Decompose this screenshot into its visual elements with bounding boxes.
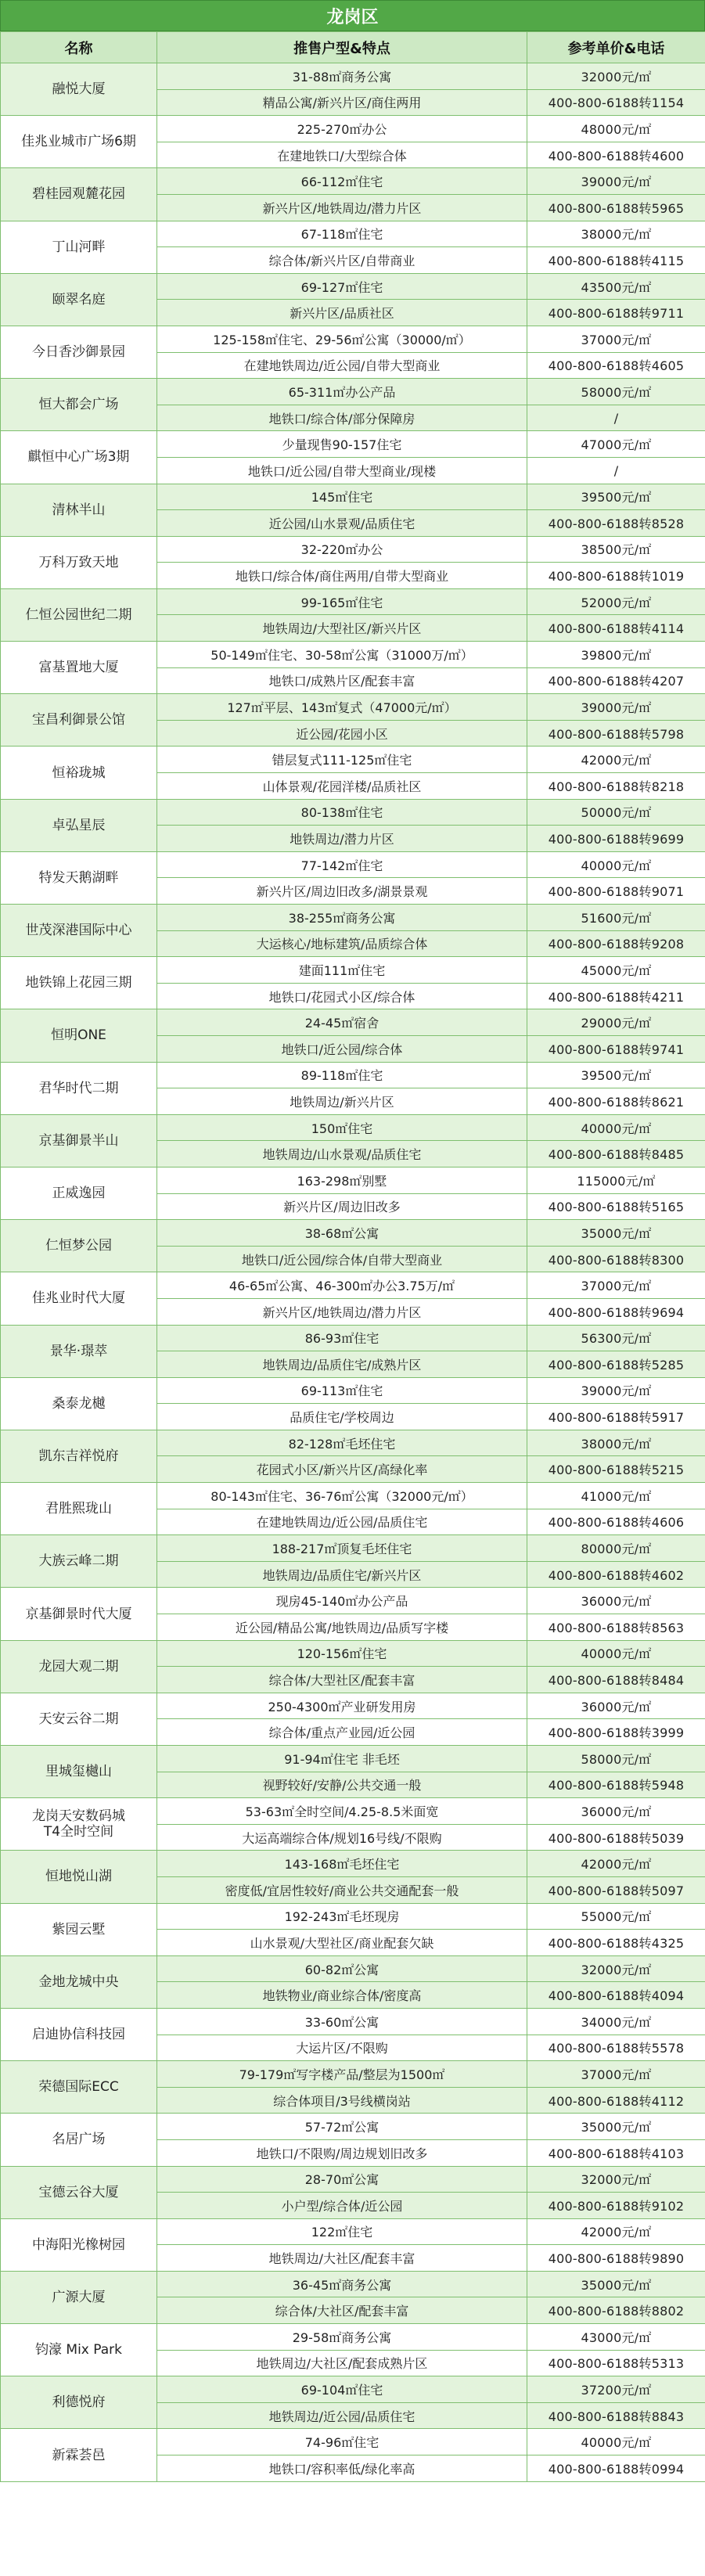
property-features: 地铁口/成熟片区/配套丰富 <box>157 667 527 694</box>
property-features: 综合体/大型社区/配套丰富 <box>157 1667 527 1693</box>
property-features: 花园式小区/新兴片区/高绿化率 <box>157 1456 527 1483</box>
property-phone: 400-800-6188转8485 <box>527 1141 705 1167</box>
property-phone: 400-800-6188转9741 <box>527 1035 705 1062</box>
property-price: 36000元/㎡ <box>527 1588 705 1614</box>
header-price: 参考单价&电话 <box>527 32 705 63</box>
property-price: 29000元/㎡ <box>527 1009 705 1036</box>
table-row <box>1 2008 705 2035</box>
table-row <box>1 1114 705 1141</box>
property-features: 地铁口/近公园/综合体/自带大型商业 <box>157 1246 527 1272</box>
property-price: 35000元/㎡ <box>527 2271 705 2297</box>
property-price: 40000元/㎡ <box>527 1640 705 1667</box>
table-row <box>1 1325 705 1351</box>
property-name: 京基御景时代大厦 <box>1 1588 157 1640</box>
property-phone: 400-800-6188转9102 <box>527 2193 705 2219</box>
property-features: 地铁周边/新兴片区 <box>157 1088 527 1115</box>
property-price: 52000元/㎡ <box>527 588 705 615</box>
property-unit-type: 86-93㎡住宅 <box>157 1325 527 1351</box>
property-price: 35000元/㎡ <box>527 2114 705 2140</box>
property-unit-type: 32-220㎡办公 <box>157 536 527 563</box>
property-phone: 400-800-6188转5578 <box>527 2035 705 2061</box>
property-unit-type: 188-217㎡顶复毛坯住宅 <box>157 1535 527 1562</box>
property-features: 地铁口/不限购/周边规划旧改多 <box>157 2139 527 2166</box>
property-unit-type: 33-60㎡公寓 <box>157 2008 527 2035</box>
property-features: 地铁口/近公园/综合体 <box>157 1035 527 1062</box>
property-price: 35000元/㎡ <box>527 1220 705 1247</box>
property-phone: 400-800-6188转8300 <box>527 1246 705 1272</box>
property-phone: 400-800-6188转8802 <box>527 2297 705 2324</box>
property-price: 58000元/㎡ <box>527 1746 705 1772</box>
property-name: 广源大厦 <box>1 2271 157 2323</box>
property-unit-type: 57-72㎡公寓 <box>157 2114 527 2140</box>
table-row <box>1 1588 705 1614</box>
property-phone: 400-800-6188转9071 <box>527 878 705 905</box>
property-price: 80000元/㎡ <box>527 1535 705 1562</box>
property-features: 在建地铁周边/近公园/品质住宅 <box>157 1509 527 1535</box>
table-row <box>1 2166 705 2193</box>
table-row <box>1 747 705 773</box>
property-name: 宝德云谷大厦 <box>1 2166 157 2218</box>
property-unit-type: 少量现售90-157住宅 <box>157 431 527 458</box>
property-unit-type: 143-168㎡毛坯住宅 <box>157 1851 527 1877</box>
property-name: 君华时代二期 <box>1 1062 157 1114</box>
property-phone: 400-800-6188转4114 <box>527 615 705 642</box>
property-name: 碧桂园观麓花园 <box>1 168 157 221</box>
property-phone: 400-800-6188转0994 <box>527 2455 705 2482</box>
property-name: 恒裕珑城 <box>1 747 157 799</box>
property-name: 天安云谷二期 <box>1 1693 157 1745</box>
property-name: 荣德国际ECC <box>1 2061 157 2114</box>
property-unit-type: 89-118㎡住宅 <box>157 1062 527 1088</box>
property-unit-type: 67-118㎡住宅 <box>157 221 527 247</box>
table-row <box>1 1483 705 1509</box>
property-price: 38000元/㎡ <box>527 221 705 247</box>
property-name: 金地龙城中央 <box>1 1955 157 2008</box>
property-phone: 400-800-6188转5917 <box>527 1404 705 1430</box>
table-row <box>1 799 705 826</box>
property-price: 39800元/㎡ <box>527 642 705 668</box>
property-unit-type: 120-156㎡住宅 <box>157 1640 527 1667</box>
property-features: 地铁周边/品质住宅/成熟片区 <box>157 1351 527 1378</box>
property-name: 卓弘星辰 <box>1 799 157 851</box>
property-phone: 400-800-6188转9694 <box>527 1298 705 1325</box>
property-unit-type: 80-143㎡住宅、36-76㎡公寓（32000元/㎡） <box>157 1483 527 1509</box>
property-features: 小户型/综合体/近公园 <box>157 2193 527 2219</box>
property-unit-type: 77-142㎡住宅 <box>157 851 527 878</box>
property-features: 综合体/重点产业园/近公园 <box>157 1719 527 1746</box>
table-row <box>1 116 705 142</box>
property-price: 39500元/㎡ <box>527 1062 705 1088</box>
property-price: 43000元/㎡ <box>527 2324 705 2351</box>
property-features: 新兴片区/周边旧改多/湖景景观 <box>157 878 527 905</box>
property-unit-type: 50-149㎡住宅、30-58㎡公寓（31000万/㎡） <box>157 642 527 668</box>
property-name: 龙园大观二期 <box>1 1640 157 1693</box>
property-name: 京基御景半山 <box>1 1114 157 1167</box>
property-price: 37000元/㎡ <box>527 1272 705 1299</box>
property-price: 37000元/㎡ <box>527 2061 705 2088</box>
property-name: 钧濠 Mix Park <box>1 2324 157 2376</box>
property-name: 龙岗天安数码城 T4全时空间 <box>1 1798 157 1851</box>
property-features: 地铁周边/大社区/配套丰富 <box>157 2245 527 2272</box>
property-unit-type: 192-243㎡毛坯现房 <box>157 1903 527 1930</box>
table-row <box>1 1798 705 1825</box>
property-price: 32000元/㎡ <box>527 1955 705 1982</box>
property-unit-type: 69-127㎡住宅 <box>157 273 527 300</box>
property-name: 仁恒梦公园 <box>1 1220 157 1272</box>
property-features: 山水景观/大型社区/商业配套欠缺 <box>157 1930 527 1956</box>
property-name: 佳兆业时代大厦 <box>1 1272 157 1325</box>
table-row <box>1 1220 705 1247</box>
property-name: 富基置地大厦 <box>1 642 157 694</box>
table-row <box>1 1640 705 1667</box>
table-row <box>1 642 705 668</box>
property-price: 115000元/㎡ <box>527 1167 705 1193</box>
property-price: 55000元/㎡ <box>527 1903 705 1930</box>
property-price: 32000元/㎡ <box>527 2166 705 2193</box>
property-unit-type: 69-113㎡住宅 <box>157 1377 527 1404</box>
property-name: 仁恒公园世纪二期 <box>1 588 157 641</box>
property-unit-type: 46-65㎡公寓、46-300㎡办公3.75万/㎡ <box>157 1272 527 1299</box>
property-features: 地铁物业/商业综合体/密度高 <box>157 1982 527 2009</box>
property-unit-type: 82-128㎡毛坯住宅 <box>157 1430 527 1456</box>
property-phone: 400-800-6188转1019 <box>527 563 705 589</box>
property-features: 地铁口/花园式小区/综合体 <box>157 983 527 1009</box>
property-phone: 400-800-6188转8218 <box>527 773 705 800</box>
property-price: 50000元/㎡ <box>527 799 705 826</box>
property-unit-type: 28-70㎡公寓 <box>157 2166 527 2193</box>
property-unit-type: 125-158㎡住宅、29-56㎡公寓（30000/㎡） <box>157 326 527 352</box>
property-unit-type: 145㎡住宅 <box>157 484 527 510</box>
table-row <box>1 2376 705 2403</box>
property-name: 新霖荟邑 <box>1 2429 157 2481</box>
property-features: 近公园/精品公寓/地铁周边/品质写字楼 <box>157 1614 527 1641</box>
property-name: 颐翠名庭 <box>1 273 157 326</box>
property-phone: 400-800-6188转8621 <box>527 1088 705 1115</box>
property-name: 恒大都会广场 <box>1 379 157 431</box>
property-price: 36000元/㎡ <box>527 1798 705 1825</box>
property-unit-type: 36-45㎡商务公寓 <box>157 2271 527 2297</box>
table-row <box>1 1693 705 1719</box>
property-unit-type: 99-165㎡住宅 <box>157 588 527 615</box>
property-name: 今日香沙御景园 <box>1 326 157 378</box>
table-row <box>1 1062 705 1088</box>
property-phone: 400-800-6188转4605 <box>527 352 705 379</box>
property-name: 清林半山 <box>1 484 157 536</box>
property-name: 君胜熙珑山 <box>1 1483 157 1535</box>
property-features: 地铁周边/近公园/品质住宅 <box>157 2402 527 2429</box>
property-features: 密度低/宜居性较好/商业公共交通配套一般 <box>157 1876 527 1903</box>
property-features: 近公园/花园小区 <box>157 720 527 747</box>
table-row <box>1 63 705 90</box>
property-unit-type: 24-45㎡宿舍 <box>157 1009 527 1036</box>
property-price: 34000元/㎡ <box>527 2008 705 2035</box>
table-row <box>1 1377 705 1404</box>
property-features: 地铁周边/山水景观/品质住宅 <box>157 1141 527 1167</box>
table-row <box>1 1851 705 1877</box>
table-row <box>1 1903 705 1930</box>
property-price: 39000元/㎡ <box>527 1377 705 1404</box>
property-phone: 400-800-6188转5215 <box>527 1456 705 1483</box>
property-unit-type: 65-311㎡办公产品 <box>157 379 527 405</box>
property-features: 视野较好/安静/公共交通一般 <box>157 1772 527 1798</box>
property-unit-type: 29-58㎡商务公寓 <box>157 2324 527 2351</box>
property-table <box>0 31 705 2482</box>
property-name: 世茂深港国际中心 <box>1 905 157 957</box>
table-row <box>1 1009 705 1036</box>
property-features: 综合体/大社区/配套丰富 <box>157 2297 527 2324</box>
property-price: 36000元/㎡ <box>527 1693 705 1719</box>
property-name: 景华·璟萃 <box>1 1325 157 1377</box>
table-row <box>1 851 705 878</box>
table-row <box>1 1955 705 1982</box>
property-name: 恒地悦山湖 <box>1 1851 157 1903</box>
property-features: 大运片区/不限购 <box>157 2035 527 2061</box>
property-features: 新兴片区/地铁周边/潜力片区 <box>157 1298 527 1325</box>
header-features: 推售户型&特点 <box>157 32 527 63</box>
property-name: 正威逸园 <box>1 1167 157 1219</box>
table-row <box>1 2271 705 2297</box>
property-features: 地铁周边/品质住宅/新兴片区 <box>157 1561 527 1588</box>
header-name: 名称 <box>1 32 157 63</box>
property-unit-type: 38-68㎡公寓 <box>157 1220 527 1247</box>
table-row <box>1 484 705 510</box>
property-price: 39000元/㎡ <box>527 694 705 721</box>
property-phone: 400-800-6188转5313 <box>527 2350 705 2376</box>
property-price: 45000元/㎡ <box>527 957 705 984</box>
property-unit-type: 79-179㎡写字楼产品/整层为1500㎡ <box>157 2061 527 2088</box>
property-features: 地铁口/综合体/商住两用/自带大型商业 <box>157 563 527 589</box>
table-row <box>1 1430 705 1456</box>
property-features: 综合体/新兴片区/自带商业 <box>157 247 527 274</box>
property-phone: 400-800-6188转4103 <box>527 2139 705 2166</box>
property-name: 佳兆业城市广场6期 <box>1 116 157 168</box>
property-phone: / <box>527 405 705 431</box>
property-rows <box>1 63 705 2482</box>
property-features: 地铁周边/大型社区/新兴片区 <box>157 615 527 642</box>
property-features: 地铁口/近公园/自带大型商业/现楼 <box>157 457 527 484</box>
property-unit-type: 91-94㎡住宅 非毛坯 <box>157 1746 527 1772</box>
property-unit-type: 53-63㎡全时空间/4.25-8.5米面宽 <box>157 1798 527 1825</box>
property-price: 42000元/㎡ <box>527 1851 705 1877</box>
table-row <box>1 1167 705 1193</box>
property-name: 麒恒中心广场3期 <box>1 431 157 484</box>
property-name: 万科万致天地 <box>1 536 157 588</box>
property-phone: 400-800-6188转9699 <box>527 826 705 852</box>
table-row <box>1 168 705 195</box>
table-row <box>1 431 705 458</box>
property-name: 特发天鹅湖畔 <box>1 851 157 904</box>
property-price: 42000元/㎡ <box>527 2218 705 2245</box>
property-phone: 400-800-6188转4602 <box>527 1561 705 1588</box>
property-phone: 400-800-6188转4606 <box>527 1509 705 1535</box>
property-unit-type: 31-88㎡商务公寓 <box>157 63 527 90</box>
property-price: 56300元/㎡ <box>527 1325 705 1351</box>
property-price: 48000元/㎡ <box>527 116 705 142</box>
property-unit-type: 127㎡平层、143㎡复式（47000元/㎡） <box>157 694 527 721</box>
property-price: 32000元/㎡ <box>527 63 705 90</box>
property-price: 41000元/㎡ <box>527 1483 705 1509</box>
property-phone: 400-800-6188转9711 <box>527 300 705 326</box>
property-phone: 400-800-6188转5165 <box>527 1193 705 1220</box>
property-name: 凯东吉祥悦府 <box>1 1430 157 1482</box>
property-phone: 400-800-6188转9890 <box>527 2245 705 2272</box>
property-price: 58000元/㎡ <box>527 379 705 405</box>
property-phone: 400-800-6188转5948 <box>527 1772 705 1798</box>
property-name: 名居广场 <box>1 2114 157 2166</box>
property-name: 利德悦府 <box>1 2376 157 2429</box>
property-unit-type: 250-4300㎡产业研发用房 <box>157 1693 527 1719</box>
property-price: 47000元/㎡ <box>527 431 705 458</box>
property-phone: 400-800-6188转5285 <box>527 1351 705 1378</box>
property-phone: 400-800-6188转4211 <box>527 983 705 1009</box>
property-unit-type: 225-270㎡办公 <box>157 116 527 142</box>
district-title: 龙岗区 <box>0 0 705 31</box>
property-phone: 400-800-6188转4207 <box>527 667 705 694</box>
property-name: 融悦大厦 <box>1 63 157 116</box>
property-unit-type: 38-255㎡商务公寓 <box>157 905 527 931</box>
property-name: 宝昌利御景公馆 <box>1 694 157 747</box>
table-row <box>1 957 705 984</box>
property-unit-type: 60-82㎡公寓 <box>157 1955 527 1982</box>
table-row <box>1 2218 705 2245</box>
property-name: 恒明ONE <box>1 1009 157 1062</box>
property-unit-type: 74-96㎡住宅 <box>157 2429 527 2455</box>
table-row <box>1 2429 705 2455</box>
table-row <box>1 2114 705 2140</box>
property-phone: 400-800-6188转4115 <box>527 247 705 274</box>
table-row <box>1 536 705 563</box>
property-name: 大族云峰二期 <box>1 1535 157 1588</box>
table-row <box>1 273 705 300</box>
property-phone: 400-800-6188转1154 <box>527 89 705 116</box>
table-row <box>1 1272 705 1299</box>
property-unit-type: 150㎡住宅 <box>157 1114 527 1141</box>
property-phone: 400-800-6188转9208 <box>527 930 705 957</box>
property-phone: 400-800-6188转4325 <box>527 1930 705 1956</box>
table-row <box>1 2324 705 2351</box>
table-row <box>1 326 705 352</box>
property-price: 37200元/㎡ <box>527 2376 705 2403</box>
property-phone: 400-800-6188转3999 <box>527 1719 705 1746</box>
property-phone: 400-800-6188转5965 <box>527 194 705 221</box>
property-price: 42000元/㎡ <box>527 747 705 773</box>
property-phone: / <box>527 457 705 484</box>
property-features: 地铁周边/潜力片区 <box>157 826 527 852</box>
property-phone: 400-800-6188转8528 <box>527 510 705 537</box>
property-unit-type: 122㎡住宅 <box>157 2218 527 2245</box>
property-phone: 400-800-6188转4600 <box>527 142 705 168</box>
table-row <box>1 588 705 615</box>
property-features: 地铁口/综合体/部分保障房 <box>157 405 527 431</box>
property-unit-type: 163-298㎡别墅 <box>157 1167 527 1193</box>
property-price: 37000元/㎡ <box>527 326 705 352</box>
property-features: 山体景观/花园洋楼/品质社区 <box>157 773 527 800</box>
property-name: 里城玺樾山 <box>1 1746 157 1798</box>
property-features: 大运核心/地标建筑/品质综合体 <box>157 930 527 957</box>
property-price: 51600元/㎡ <box>527 905 705 931</box>
property-phone: 400-800-6188转4094 <box>527 1982 705 2009</box>
property-phone: 400-800-6188转8563 <box>527 1614 705 1641</box>
property-features: 综合体项目/3号线横岗站 <box>157 2087 527 2114</box>
table-row <box>1 2061 705 2088</box>
property-features: 新兴片区/地铁周边/潜力片区 <box>157 194 527 221</box>
property-unit-type: 69-104㎡住宅 <box>157 2376 527 2403</box>
property-phone: 400-800-6188转4112 <box>527 2087 705 2114</box>
property-unit-type: 错层复式111-125㎡住宅 <box>157 747 527 773</box>
table-row <box>1 221 705 247</box>
table-row <box>1 379 705 405</box>
property-unit-type: 建面111㎡住宅 <box>157 957 527 984</box>
property-price: 40000元/㎡ <box>527 1114 705 1141</box>
property-price: 38000元/㎡ <box>527 1430 705 1456</box>
property-unit-type: 80-138㎡住宅 <box>157 799 527 826</box>
property-features: 品质住宅/学校周边 <box>157 1404 527 1430</box>
property-name: 地铁锦上花园三期 <box>1 957 157 1009</box>
table-row <box>1 694 705 721</box>
property-price: 38500元/㎡ <box>527 536 705 563</box>
property-price: 40000元/㎡ <box>527 2429 705 2455</box>
property-phone: 400-800-6188转5097 <box>527 1876 705 1903</box>
header-row <box>1 32 705 63</box>
property-features: 新兴片区/品质社区 <box>157 300 527 326</box>
property-name: 中海阳光橡树园 <box>1 2218 157 2271</box>
property-phone: 400-800-6188转8484 <box>527 1667 705 1693</box>
table-row <box>1 1535 705 1562</box>
property-price: 43500元/㎡ <box>527 273 705 300</box>
property-features: 近公园/山水景观/品质住宅 <box>157 510 527 537</box>
property-price: 40000元/㎡ <box>527 851 705 878</box>
table-row <box>1 905 705 931</box>
property-features: 新兴片区/周边旧改多 <box>157 1193 527 1220</box>
property-price: 39000元/㎡ <box>527 168 705 195</box>
property-name: 桑泰龙樾 <box>1 1377 157 1430</box>
property-phone: 400-800-6188转5798 <box>527 720 705 747</box>
property-features: 地铁口/容积率低/绿化率高 <box>157 2455 527 2482</box>
property-features: 在建地铁口/大型综合体 <box>157 142 527 168</box>
property-features: 大运高端综合体/规划16号线/不限购 <box>157 1824 527 1851</box>
property-price: 39500元/㎡ <box>527 484 705 510</box>
property-features: 在建地铁周边/近公园/自带大型商业 <box>157 352 527 379</box>
property-name: 丁山河畔 <box>1 221 157 273</box>
property-phone: 400-800-6188转5039 <box>527 1824 705 1851</box>
property-phone: 400-800-6188转8843 <box>527 2402 705 2429</box>
property-unit-type: 现房45-140㎡办公产品 <box>157 1588 527 1614</box>
property-name: 启迪协信科技园 <box>1 2008 157 2060</box>
table-row <box>1 1746 705 1772</box>
property-features: 精品公寓/新兴片区/商住两用 <box>157 89 527 116</box>
property-features: 地铁周边/大社区/配套成熟片区 <box>157 2350 527 2376</box>
property-name: 紫园云墅 <box>1 1903 157 1955</box>
property-unit-type: 66-112㎡住宅 <box>157 168 527 195</box>
